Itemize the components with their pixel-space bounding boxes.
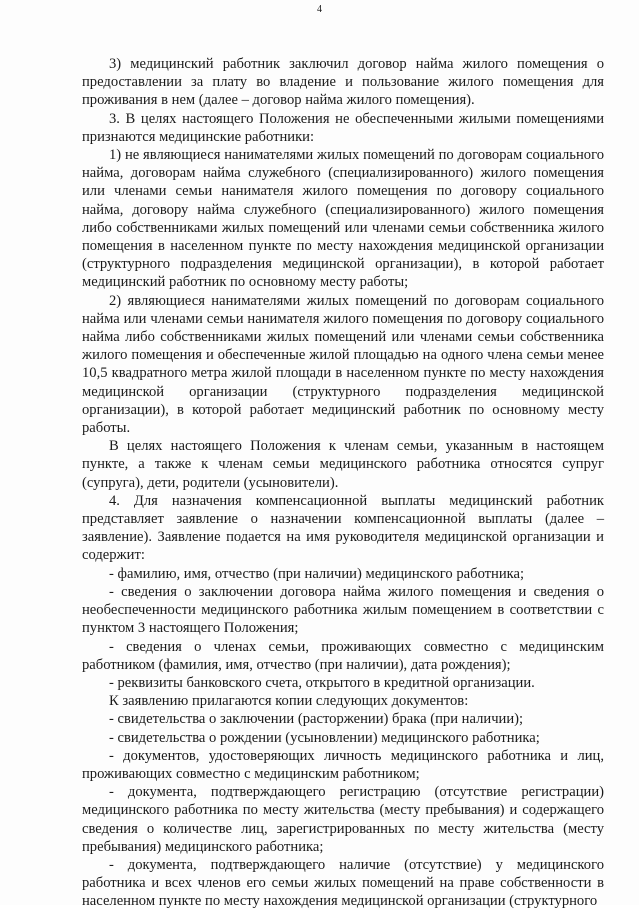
list-item-family-info: - сведения о членах семьи, проживающих совместно с медицинским работником (фамилия, имя, отчество (при наличии), дата рождения); xyxy=(82,638,604,673)
list-item-full-name: - фамилию, имя, отчество (при наличии) медицинского работника; xyxy=(109,565,525,582)
document-body xyxy=(82,55,604,911)
paragraph-1-3-contract: 3) медицинский работник заключил договор найма жилого помещения о предоставлении за плату во владение и пользование жилого помещения для проживания в нем (далее – договор найма жилого помещения). xyxy=(82,56,604,109)
list-item-birth-certificate: - свидетельства о рождении (усыновлении) медицинского работника; xyxy=(109,729,540,746)
list-item-marriage-certificate: - свидетельства о заключении (расторжении) брака (при наличии); xyxy=(109,711,524,728)
page-number: 4 xyxy=(317,4,322,15)
paragraph-section-3-intro: 3. В целях настоящего Положения не обеспеченными жилыми помещениями признаются медицинские работники: xyxy=(82,110,604,145)
list-item-identity-documents: - документов, удостоверяющих личность медицинского работника и лиц, проживающих совместно с медицинским работником; xyxy=(82,747,604,782)
paragraph-family-members: В целях настоящего Положения к членам семьи, указанным в настоящем пункте, а также к членам семьи медицинского работника относятся супруг (супруга), дети, родители (усыновители). xyxy=(82,438,604,491)
paragraph-3-1-not-tenants: 1) не являющиеся нанимателями жилых помещений по договорам социального найма, договорам найма служебного (специализированного) жилого помещения или членами семьи нанимателя жилого помещения по договору социального найма, договору найма служебного (специализированного) жилого помещения либо собственниками жилых помещений или членами семьи собственника жилого помещения в населенном пункте по месту нахождения медицинской организации (структурного подразделения медицинской организации), в которой работает медицинский работник по основному месту работы; xyxy=(82,147,604,291)
list-item-registration-document: - документа, подтверждающего регистрацию (отсутствие регистрации) медицинского работника по месту жительства (месту пребывания) и содержащего сведения о количестве лиц, зарегистрированных по месту жительства (месту пребывания) медицинского работника; xyxy=(82,784,604,855)
list-item-bank-details: - реквизиты банковского счета, открытого в кредитной организации. xyxy=(109,674,535,691)
paragraph-attachments-intro: К заявлению прилагаются копии следующих документов: xyxy=(109,693,469,710)
list-item-property-document: - документа, подтверждающего наличие (отсутствие) у медицинского работника и всех членов его семьи жилых помещений на праве собственности в населенном пункте по месту нахождения медицинской организации (структурного xyxy=(82,856,604,910)
list-item-contract-info: - сведения о заключении договора найма жилого помещения и сведения о необеспеченности медицинского работника жилым помещением в соответствии с пунктом 3 настоящего Положения; xyxy=(82,583,604,637)
paragraph-section-4-application: 4. Для назначения компенсационной выплаты медицинский работник представляет заявление о назначении компенсационной выплаты (далее – заявление). Заявление подается на имя руководителя медицинской организации и содержит: xyxy=(82,492,604,564)
paragraph-3-2-tenants: 2) являющиеся нанимателями жилых помещений по договорам социального найма или членами семьи нанимателя жилого помещения по договору социального найма либо собственниками жилых помещений или членами семьи собственника жилого помещения и обеспеченные жилой площадью на одного члена семьи менее 10,5 квадратного метра жилой площади в населенном пункте по месту нахождения медицинской организации (структурного подразделения медицинской организации), в которой работает медицинский работник по основному месту работы. xyxy=(82,292,604,437)
